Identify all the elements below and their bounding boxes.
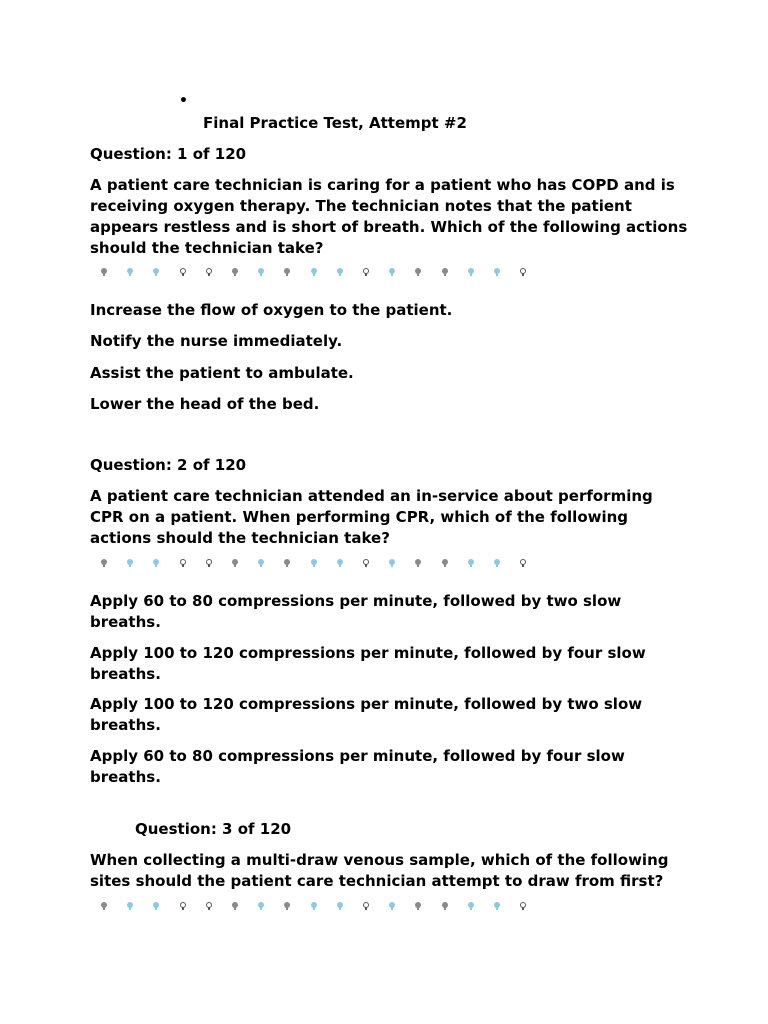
pin-dot-icon [464,267,478,279]
question-2-answer-2[interactable]: Apply 100 to 120 compressions per minute, followed by four slow breaths. [90,644,646,683]
question-1-label: Question: 1 of 120 [90,145,247,163]
pin-dot-icon [333,558,347,570]
pin-dot-icon [411,558,425,570]
pin-dot-icon [254,901,268,913]
pin-dot-icon [438,267,452,279]
pin-dot-icon [123,558,137,570]
question-1-answer-1[interactable]: Increase the flow of oxygen to the patient. [90,301,453,319]
question-3-dot-separator [97,901,537,913]
question-2-answer-3[interactable]: Apply 100 to 120 compressions per minute, followed by two slow breaths. [90,695,643,734]
question-2-answer-1[interactable]: Apply 60 to 80 compressions per minute, followed by two slow breaths. [90,592,622,631]
pin-dot-icon [149,901,163,913]
pin-dot-icon [385,267,399,279]
pin-dot-icon [176,267,190,279]
question-1-answer-2[interactable]: Notify the nurse immediately. [90,332,343,350]
pin-dot-icon [516,558,530,570]
pin-dot-icon [202,558,216,570]
pin-dot-icon [490,558,504,570]
pin-dot-icon [516,267,530,279]
pin-dot-icon [464,558,478,570]
pin-dot-icon [280,267,294,279]
pin-dot-icon [97,901,111,913]
pin-dot-icon [464,901,478,913]
pin-dot-icon [254,558,268,570]
pin-dot-icon [202,267,216,279]
pin-dot-icon [228,558,242,570]
pin-dot-icon [123,267,137,279]
pin-dot-icon [123,901,137,913]
pin-dot-icon [176,558,190,570]
pin-dot-icon [359,558,373,570]
pin-dot-icon [438,558,452,570]
pin-dot-icon [307,558,321,570]
page-title: Final Practice Test, Attempt #2 [203,114,467,132]
question-2-dot-separator [97,558,537,570]
pin-dot-icon [176,901,190,913]
pin-dot-icon [307,901,321,913]
pin-dot-icon [228,267,242,279]
pin-dot-icon [149,267,163,279]
pin-dot-icon [438,901,452,913]
pin-dot-icon [411,267,425,279]
pin-dot-icon [359,901,373,913]
pin-dot-icon [228,901,242,913]
pin-dot-icon [254,267,268,279]
pin-dot-icon [490,267,504,279]
question-1-answer-3[interactable]: Assist the patient to ambulate. [90,364,354,382]
pin-dot-icon [490,901,504,913]
pin-dot-icon [333,267,347,279]
pin-dot-icon [280,558,294,570]
question-1-answer-4[interactable]: Lower the head of the bed. [90,395,320,413]
question-1-dot-separator [97,267,537,279]
pin-dot-icon [149,558,163,570]
question-2-label: Question: 2 of 120 [90,456,247,474]
list-bullet: • [179,93,188,109]
question-3-text: When collecting a multi-draw venous sample, which of the following sites should the patient care technician attempt to draw from first? [90,851,669,890]
pin-dot-icon [333,901,347,913]
question-2-text: A patient care technician attended an in-service about performing CPR on a patient. When performing CPR, which of the following actions should the technician take? [90,487,653,547]
pin-dot-icon [202,901,216,913]
pin-dot-icon [97,558,111,570]
pin-dot-icon [280,901,294,913]
pin-dot-icon [359,267,373,279]
pin-dot-icon [385,901,399,913]
question-2-answer-4[interactable]: Apply 60 to 80 compressions per minute, followed by four slow breaths. [90,747,625,786]
pin-dot-icon [516,901,530,913]
pin-dot-icon [97,267,111,279]
question-3-label: Question: 3 of 120 [135,820,292,838]
pin-dot-icon [307,267,321,279]
question-1-text: A patient care technician is caring for a patient who has COPD and is receiving oxygen therapy. The technician notes that the patient appears restless and is short of breath. Which of the following actions should the technician take? [90,176,688,257]
pin-dot-icon [411,901,425,913]
pin-dot-icon [385,558,399,570]
